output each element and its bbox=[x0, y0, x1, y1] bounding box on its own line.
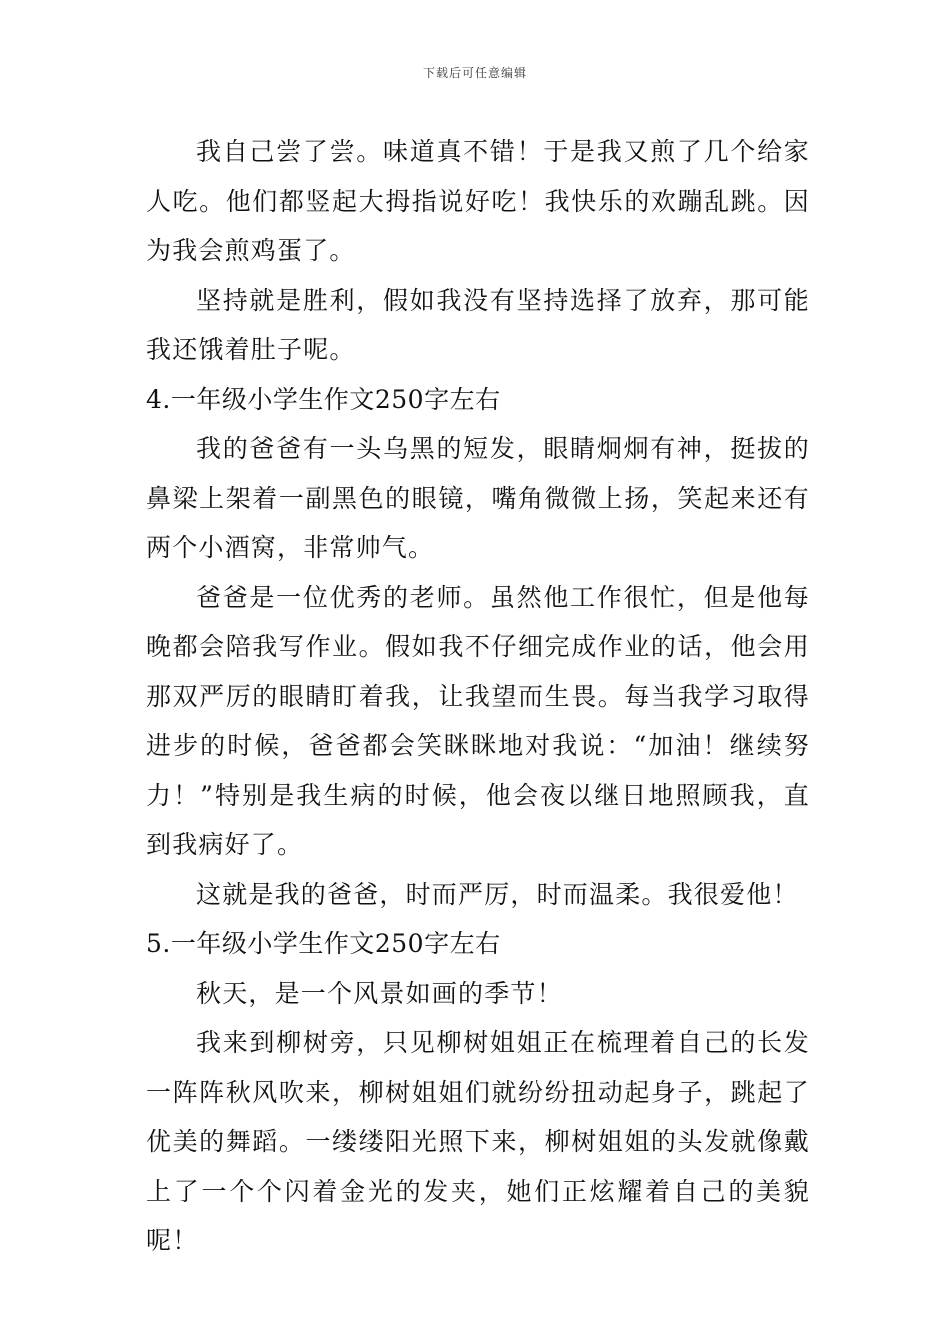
document-body bbox=[146, 127, 810, 1266]
paragraph: 爸爸是一位优秀的老师。虽然他工作很忙，但是他每晚都会陪我写作业。假如我不仔细完成作业的话，他会用那双严厉的眼睛盯着我，让我望而生畏。每当我学习取得进步的时候，爸爸都会笑眯眯地对我说：“加油！继续努力！”特别是我生病的时候，他会夜以继日地照顾我，直到我病好了。 bbox=[146, 582, 810, 859]
paragraph: 我自己尝了尝。味道真不错！于是我又煎了几个给家人吃。他们都竖起大拇指说好吃！我快乐的欢蹦乱跳。因为我会煎鸡蛋了。 bbox=[146, 137, 810, 265]
paragraph: 秋天，是一个风景如画的季节！ bbox=[196, 978, 563, 1008]
section-heading: 4.一年级小学生作文250字左右 bbox=[146, 384, 501, 414]
paragraph: 坚持就是胜利，假如我没有坚持选择了放弃，那可能我还饿着肚子呢。 bbox=[146, 285, 810, 364]
paragraph: 我的爸爸有一头乌黑的短发，眼睛炯炯有神，挺拔的鼻梁上架着一副黑色的眼镜，嘴角微微上扬，笑起来还有两个小酒窝，非常帅气。 bbox=[146, 434, 810, 562]
section-heading: 5.一年级小学生作文250字左右 bbox=[146, 929, 501, 958]
page-header: 下载后可任意编辑 bbox=[422, 66, 527, 80]
paragraph: 这就是我的爸爸，时而严厉，时而温柔。我很爱他！ bbox=[196, 879, 799, 909]
paragraph: 我来到柳树旁，只见柳树姐姐正在梳理着自己的长发一阵阵秋风吹来，柳树姐姐们就纷纷扭动起身子，跳起了优美的舞蹈。一缕缕阳光照下来，柳树姐姐的头发就像戴上了一个个闪着金光的发夹，她们正炫耀着自己的美貌呢！ bbox=[146, 1028, 810, 1255]
